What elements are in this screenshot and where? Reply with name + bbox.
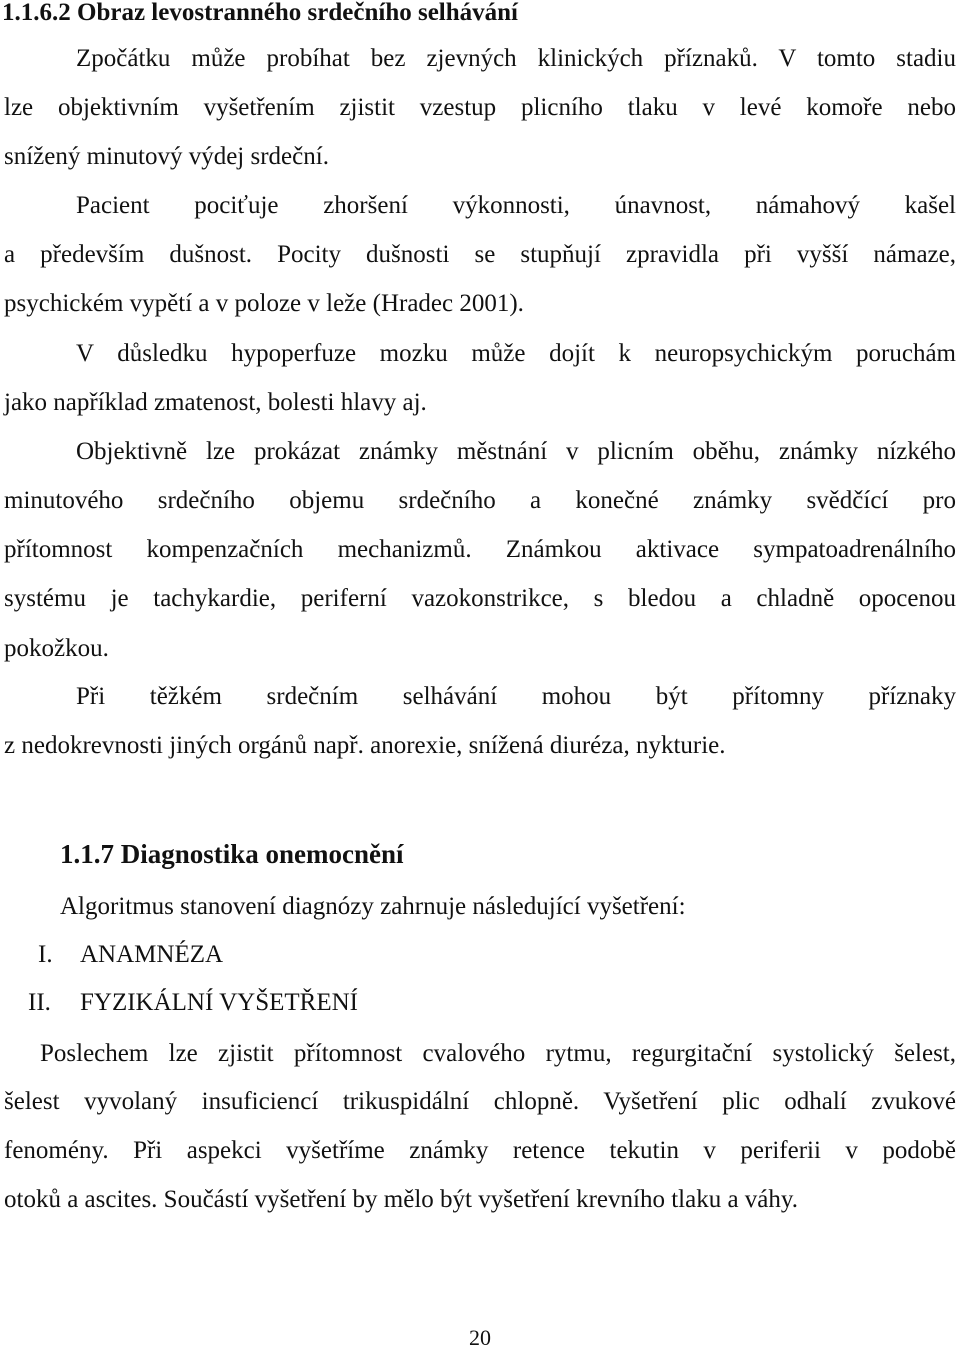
paragraph-line: šelest vyvolaný insuficiencí trikuspidální chlopně. Vyšetření plic odhalí zvukové <box>4 1088 956 1115</box>
list-number: II. <box>28 989 51 1016</box>
list-text: ANAMNÉZA <box>80 941 224 968</box>
list-number: I. <box>38 941 53 968</box>
paragraph-line: Pacient pociťuje zhoršení výkonnosti, únavnost, námahový kašel <box>76 192 956 219</box>
page-number: 20 <box>469 1325 491 1350</box>
paragraph-line: lze objektivním vyšetřením zjistit vzestup plicního tlaku v levé komoře nebo <box>4 94 956 121</box>
paragraph-line: z nedokrevnosti jiných orgánů např. anorexie, snížená diuréza, nykturie. <box>4 732 726 759</box>
paragraph-line: Při těžkém srdečním selhávání mohou být přítomny příznaky <box>76 683 956 710</box>
list-item <box>24 988 624 1018</box>
paragraph-line: Objektivně lze prokázat známky městnání v plicním oběhu, známky nízkého <box>76 438 956 465</box>
paragraph-line: a především dušnost. Pocity dušnosti se stupňují zpravidla při vyšší námaze, <box>4 241 956 268</box>
paragraph-line: V důsledku hypoperfuze mozku může dojít k neuropsychickým poruchám <box>76 340 956 367</box>
section-heading: 1.1.6.2 Obraz levostranného srdečního selhávání <box>2 0 518 26</box>
subsection-heading: 1.1.7 Diagnostika onemocnění <box>60 839 404 869</box>
paragraph-line: otoků a ascites. Součástí vyšetření by mělo být vyšetření krevního tlaku a váhy. <box>4 1186 799 1213</box>
list-text: FYZIKÁLNÍ VYŠETŘENÍ <box>80 989 358 1016</box>
paragraph-line: fenomény. Při aspekci vyšetříme známky retence tekutin v periferii v podobě <box>4 1137 956 1164</box>
paragraph-line: přítomnost kompenzačních mechanizmů. Známkou aktivace sympatoadrenálního <box>4 536 956 563</box>
paragraph-line: jako například zmatenost, bolesti hlavy aj. <box>4 389 427 416</box>
paragraph-line: Zpočátku může probíhat bez zjevných klinických příznaků. V tomto stadiu <box>76 45 956 72</box>
paragraph-line: systému je tachykardie, periferní vazokonstrikce, s bledou a chladně opocenou <box>4 585 956 612</box>
paragraph-line: minutového srdečního objemu srdečního a konečné známky svědčící pro <box>4 487 956 514</box>
paragraph-line: snížený minutový výdej srdeční. <box>4 143 329 170</box>
paragraph-line: psychickém vypětí a v poloze v leže (Hradec 2001). <box>4 290 524 317</box>
intro-line: Algoritmus stanovení diagnózy zahrnuje následující vyšetření: <box>60 893 686 920</box>
paragraph-line: Poslechem lze zjistit přítomnost cvalového rytmu, regurgitační systolický šelest, <box>40 1040 956 1067</box>
paragraph-line: pokožkou. <box>4 635 109 662</box>
list-item <box>24 940 624 970</box>
